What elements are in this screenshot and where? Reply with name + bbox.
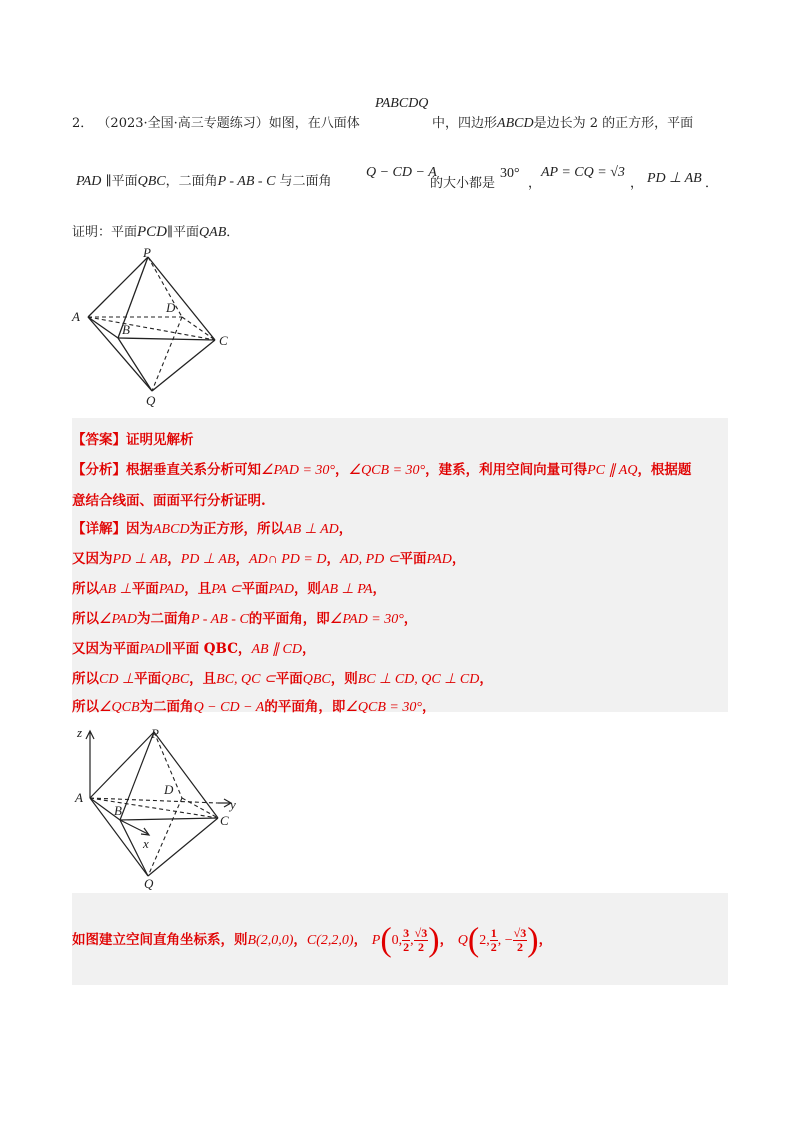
- math-angle1: P - AB - C: [217, 174, 276, 189]
- text-span: ，: [451, 551, 466, 567]
- text-span: 为二面角: [136, 611, 191, 627]
- text-span: ，: [167, 551, 181, 567]
- detail-line-2: [72, 547, 465, 568]
- math-span: ∠PAD: [99, 612, 137, 627]
- text-span: ，: [421, 699, 436, 715]
- text-span: 因为: [126, 521, 153, 537]
- math-span: ∠QCB: [99, 700, 140, 715]
- text-span: ，: [293, 932, 307, 948]
- octahedron-figure-2: [72, 722, 242, 894]
- point-c: C(2,2,0): [306, 933, 354, 948]
- fraction: [490, 927, 498, 954]
- text-span: , −: [497, 933, 513, 948]
- math-pcd: PCD: [137, 224, 168, 240]
- text-span: 平面: [399, 551, 427, 567]
- label-a: A: [75, 790, 83, 805]
- text-span: ，: [335, 462, 349, 478]
- text-span: ，: [326, 551, 340, 567]
- text-span: 又因为: [72, 551, 113, 567]
- label-a: A: [72, 309, 80, 324]
- text-span: ，则: [330, 671, 358, 687]
- paren: (: [467, 921, 480, 959]
- math-span: P - AB - C: [190, 612, 249, 627]
- text-span: ，二面角: [165, 174, 218, 189]
- text-span: 平面: [241, 581, 269, 597]
- math-span: ∠QCB = 30°: [348, 463, 426, 478]
- math-qbc: QBC: [137, 174, 166, 189]
- denominator: 2: [516, 940, 523, 954]
- text-span: ，则: [293, 581, 321, 597]
- text-span: ，: [338, 521, 353, 537]
- paren: ): [527, 921, 539, 959]
- text-span: 如图建立空间直角坐标系，则: [72, 932, 248, 948]
- text-span: ，: [439, 932, 454, 948]
- comma: ，: [528, 176, 542, 191]
- denominator: 2: [403, 940, 410, 954]
- text-span: 证明：平面: [72, 225, 138, 240]
- text-span: 平面: [134, 671, 162, 687]
- text-span: ∥平面: [105, 174, 138, 189]
- math-span: PA ⊂: [211, 582, 242, 597]
- fraction: [414, 927, 429, 954]
- math-30deg: 30°: [500, 166, 520, 181]
- detail-tag: 【详解】: [72, 521, 126, 537]
- question-line-1: [72, 112, 360, 131]
- question-line-3: [72, 221, 239, 241]
- label-q: Q: [146, 393, 156, 408]
- text-span: 所以: [72, 581, 99, 597]
- text-span: ，: [302, 641, 316, 657]
- text-span: 又因为平面: [72, 641, 140, 657]
- denominator: 2: [490, 940, 497, 954]
- math-abcd: ABCD: [497, 116, 534, 131]
- question-number: 2．: [72, 116, 94, 131]
- numerator: √3: [513, 926, 527, 940]
- math-span: AB ∥ CD: [251, 642, 302, 657]
- math-span: AD∩ PD = D: [248, 552, 327, 567]
- text-span: 所以: [72, 699, 99, 715]
- math-span: ∠PAD = 30°: [329, 612, 404, 627]
- axis-x: x: [143, 836, 149, 851]
- math-ap-cq: AP = CQ = √3: [541, 165, 625, 180]
- label-p: P: [143, 245, 151, 260]
- math-span: PD ⊥ AB: [180, 552, 236, 567]
- math-span: PAD: [139, 642, 165, 657]
- fraction: [402, 927, 410, 954]
- text-span: 根据垂直关系分析可知: [126, 462, 261, 478]
- math-pd-ab: PD ⊥ AB: [647, 171, 702, 186]
- detail-line-6: [72, 667, 493, 688]
- math-span: PAD: [426, 552, 452, 567]
- label-d: D: [166, 300, 176, 315]
- text-span: 所以: [72, 611, 99, 627]
- math-span: ABCD: [153, 522, 190, 537]
- solid-name: PABCDQ: [375, 96, 429, 111]
- text-span: 0,: [391, 933, 403, 948]
- text-span: ,: [410, 933, 414, 948]
- label-b: B: [114, 803, 122, 818]
- math-span: AB ⊥ AD: [284, 522, 339, 537]
- text-span: 为正方形，所以: [189, 521, 285, 537]
- text-span: ，: [235, 551, 249, 567]
- text-span: ，建系，利用空间向量可得: [425, 462, 588, 478]
- analysis-line-2: 意结合线面、面面平行分析证明.: [72, 493, 266, 509]
- numerator: 1: [490, 926, 497, 940]
- math-span: AB ⊥: [99, 582, 132, 597]
- math-span: BC, QC ⊂: [216, 672, 276, 687]
- math-pad: PAD: [76, 174, 102, 189]
- question-source: （2023·全国·高三专题练习）如图，在八面体: [97, 116, 360, 131]
- label-p: P: [151, 726, 159, 741]
- axis-z: z: [77, 725, 83, 740]
- text-span: 平面: [131, 581, 159, 597]
- label-q: Q: [144, 876, 154, 891]
- text-span: 与二面角: [279, 174, 332, 189]
- math-span: CD ⊥: [99, 672, 135, 687]
- point-p-label: P: [371, 933, 381, 948]
- period: ．: [705, 176, 719, 191]
- axis-y: y: [230, 797, 236, 812]
- detail-line-5: [72, 637, 316, 658]
- detail-line-1: [72, 517, 352, 538]
- numerator: √3: [414, 926, 428, 940]
- math-span: PAD: [268, 582, 294, 597]
- coordinates-line: [72, 920, 552, 961]
- math-span: BC ⊥ CD, QC ⊥ CD: [357, 672, 480, 687]
- math-span: QBC: [161, 672, 190, 687]
- text-span: ，: [479, 671, 493, 687]
- math-qab: QAB: [199, 225, 227, 240]
- detail-line-3: [72, 577, 386, 598]
- answer-tag: 【答案】: [72, 432, 126, 448]
- analysis-line-1: [72, 458, 691, 479]
- math-span: ∠PAD = 30°: [261, 463, 336, 478]
- answer-line: [72, 428, 194, 448]
- math-span: ∠QCB = 30°: [345, 700, 422, 715]
- label-b: B: [122, 322, 130, 337]
- detail-line-4: [72, 607, 417, 628]
- text-span: 所以: [72, 671, 99, 687]
- numerator: 3: [403, 926, 410, 940]
- math-span: AD, PD ⊂: [339, 552, 400, 567]
- size-label: 的大小都是: [430, 176, 496, 191]
- text-span: ，: [353, 932, 368, 948]
- math-span: Q − CD − A: [193, 700, 265, 715]
- math-span: PAD: [158, 582, 185, 597]
- label-c: C: [219, 333, 228, 348]
- question-line-1-rest: [432, 112, 693, 132]
- octahedron-figure-1: [60, 245, 240, 410]
- text-span: 中，四边形: [432, 116, 498, 131]
- text-span: ，: [538, 932, 553, 948]
- detail-line-7: [72, 695, 435, 716]
- analysis-tag: 【分析】: [72, 462, 126, 478]
- text-span: ∥平面 QBC，: [164, 641, 252, 657]
- text-span: ，且: [184, 581, 212, 597]
- question-line-2: [76, 170, 332, 190]
- text-span: ，根据题: [637, 462, 692, 478]
- text-span: ，: [403, 611, 418, 627]
- math-span: AB ⊥ PA: [320, 582, 373, 597]
- paren: (: [380, 921, 392, 959]
- text-span: 的平面角，即: [248, 611, 330, 627]
- math-span: PC ∥ AQ: [587, 463, 638, 478]
- comma: ，: [630, 176, 644, 191]
- text-span: 是边长为 2 的正方形，平面: [533, 116, 694, 131]
- text-span: 的平面角，即: [264, 699, 346, 715]
- text-span: ∥平面: [167, 225, 200, 240]
- point-q-label: Q: [457, 933, 468, 948]
- math-angle2: Q − CD − A: [366, 165, 437, 180]
- fraction: [513, 927, 528, 954]
- math-span: PD ⊥ AB: [112, 552, 168, 567]
- text-span: 平面: [275, 671, 303, 687]
- point-b: B(2,0,0): [247, 933, 294, 948]
- label-d: D: [164, 782, 174, 797]
- text-span: 为二面角: [139, 699, 194, 715]
- text-span: 2,: [479, 933, 490, 948]
- paren: ): [428, 921, 440, 959]
- text-span: ，: [372, 581, 387, 597]
- text-span: ．: [226, 225, 240, 240]
- denominator: 2: [417, 940, 424, 954]
- label-c: C: [220, 813, 229, 828]
- math-span: QBC: [302, 672, 331, 687]
- text-span: ，且: [189, 671, 217, 687]
- text-span: 证明见解析: [126, 432, 194, 448]
